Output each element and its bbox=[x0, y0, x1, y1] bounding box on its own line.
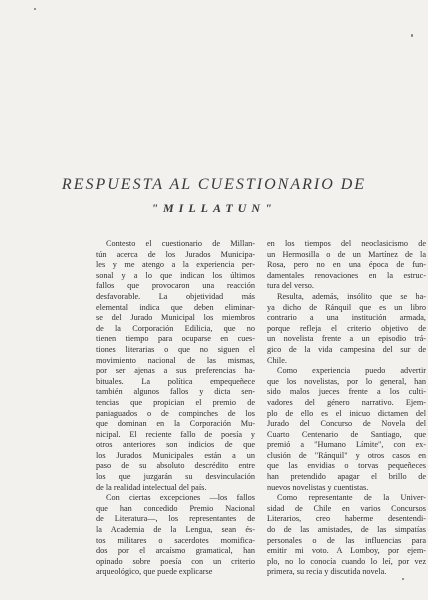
text-line: que han concedido Premio Nacional bbox=[96, 503, 255, 513]
text-line: han pretendido apagar el brillo de bbox=[267, 472, 426, 482]
text-line: sidad de Chile en varios Concursos bbox=[267, 503, 426, 513]
text-column-right bbox=[267, 239, 426, 578]
text-line: que los novelistas, por lo general, han bbox=[267, 376, 426, 386]
text-line: primera, su recia y discutida novela. bbox=[267, 567, 387, 577]
text-line: Como experiencia puedo advertir bbox=[277, 366, 426, 376]
text-line: fallos que provocaron una reacción bbox=[96, 281, 255, 291]
text-line: Contesto el cuestionario de Millan- bbox=[106, 239, 255, 248]
text-line: tencias que propician el premio de bbox=[96, 397, 255, 407]
text-line: paniaguados o de compinches de los bbox=[96, 408, 255, 418]
text-line: de la Corporación Edilicia, que no bbox=[96, 323, 255, 333]
text-line: también algunos fallos y dicta sen- bbox=[96, 387, 255, 397]
text-line: elemental indica que deben eliminar- bbox=[96, 302, 255, 312]
text-line: tos militares o sacerdotes momifica- bbox=[96, 535, 255, 545]
paper-speck bbox=[402, 578, 404, 580]
text-line: de la realidad intelectual del país. bbox=[96, 482, 207, 492]
article-subtitle: "MILLATUN" bbox=[151, 201, 277, 215]
text-line: nicipal. El reciente fallo de poesía y bbox=[96, 429, 255, 439]
text-line: tiones literarias o que no siguen el bbox=[96, 344, 255, 354]
text-column-left bbox=[96, 239, 255, 578]
text-line: Chile. bbox=[267, 355, 287, 365]
text-line: Cuarto Centenario de Santiago, que bbox=[267, 429, 426, 439]
text-line: Como representante de la Univer- bbox=[277, 493, 426, 503]
text-line: paso de su absoluto descrédito entre bbox=[96, 461, 255, 471]
text-line: por ser ajenas a sus preferencias ha- bbox=[96, 366, 255, 376]
text-line: un Hermosilla o de un Martínez de la bbox=[267, 249, 426, 259]
text-line: contrario a una institución armada, bbox=[267, 313, 426, 323]
text-line: do de las amistades, de las simpatías bbox=[267, 525, 426, 535]
text-line: que dominan en la Corporación Mu- bbox=[96, 419, 255, 429]
text-line: plo de ello es el inicuo dictamen del bbox=[267, 408, 426, 418]
text-line: plo, no lo conocía cuando lo leí, por vez bbox=[267, 556, 426, 566]
text-line: tienen tiempo para ocuparse en cues- bbox=[96, 334, 255, 344]
text-line: tún acerca de los Jurados Municipa- bbox=[96, 249, 255, 259]
text-line: de Literatura—, los representantes de bbox=[96, 514, 255, 524]
text-line: los Jurados Municipales están a un bbox=[96, 450, 255, 460]
text-line: les y me atengo a la experiencia per- bbox=[96, 260, 255, 270]
text-line: porque refleja el criterio objetivo de bbox=[267, 323, 426, 333]
text-line: Resulta, además, insólito que se ha- bbox=[277, 291, 426, 301]
text-line: que las envidias o torvas pequeñeces bbox=[267, 461, 426, 471]
text-line: Jurado del Concurso de Novela del bbox=[267, 419, 426, 429]
text-line: desfavorable. La objetividad más bbox=[96, 291, 255, 301]
text-line: los que juzgarán su desvinculación bbox=[96, 472, 255, 482]
text-line: un novelista frente a un episodio trá- bbox=[267, 334, 426, 344]
text-line: gico de la vida campesina del sur de bbox=[267, 344, 426, 354]
text-line: sonal y a lo que indican los últimos bbox=[96, 270, 255, 280]
text-line: opinado sobre poesía con un criterio bbox=[96, 556, 255, 566]
text-line: movimiento nacional de las mismas, bbox=[96, 355, 255, 365]
text-line: nuevos novelistas y cuentistas. bbox=[267, 482, 369, 492]
article-title: RESPUESTA AL CUESTIONARIO DE bbox=[61, 176, 367, 193]
text-line: en los tiempos del neoclasicismo de bbox=[267, 239, 426, 248]
text-line: sido malos jueces frente a los culti- bbox=[267, 387, 426, 397]
text-line: se del Jurado Municipal los miembros bbox=[96, 313, 255, 323]
paper-speck bbox=[411, 34, 413, 37]
text-line: personales o de las influencias para bbox=[267, 535, 426, 545]
text-line: tura del verso. bbox=[267, 281, 314, 291]
text-line: otros anteriores son indicios de que bbox=[96, 440, 255, 450]
text-line: arqueológico, que puede explicarse bbox=[96, 567, 213, 577]
text-line: ya dicho de Ránquil que es un libro bbox=[267, 302, 426, 312]
text-line: bituales. La política empequeñece bbox=[96, 376, 255, 386]
text-line: Con ciertas excepciones —los fallos bbox=[106, 493, 255, 503]
text-line: dos por el arcaísmo gramatical, han bbox=[96, 546, 255, 556]
text-line: emitir mi voto. A Lomboy, por ejem- bbox=[267, 546, 426, 556]
text-line: la Academia de la Lengua, sean és- bbox=[96, 525, 255, 535]
text-line: premió a "Humano Límite", con ex- bbox=[267, 440, 426, 450]
paper-speck bbox=[34, 8, 36, 10]
text-line: Literarios, creo haberme desentendi- bbox=[267, 514, 426, 524]
text-line: vadores del género narrativo. Ejem- bbox=[267, 397, 426, 407]
text-line: clusión de "Ránquil" y otros casos en bbox=[267, 450, 426, 460]
text-line: damentales renovaciones en la estruc- bbox=[267, 270, 426, 280]
text-line: Rosa, pero no en una época de fun- bbox=[267, 260, 426, 270]
